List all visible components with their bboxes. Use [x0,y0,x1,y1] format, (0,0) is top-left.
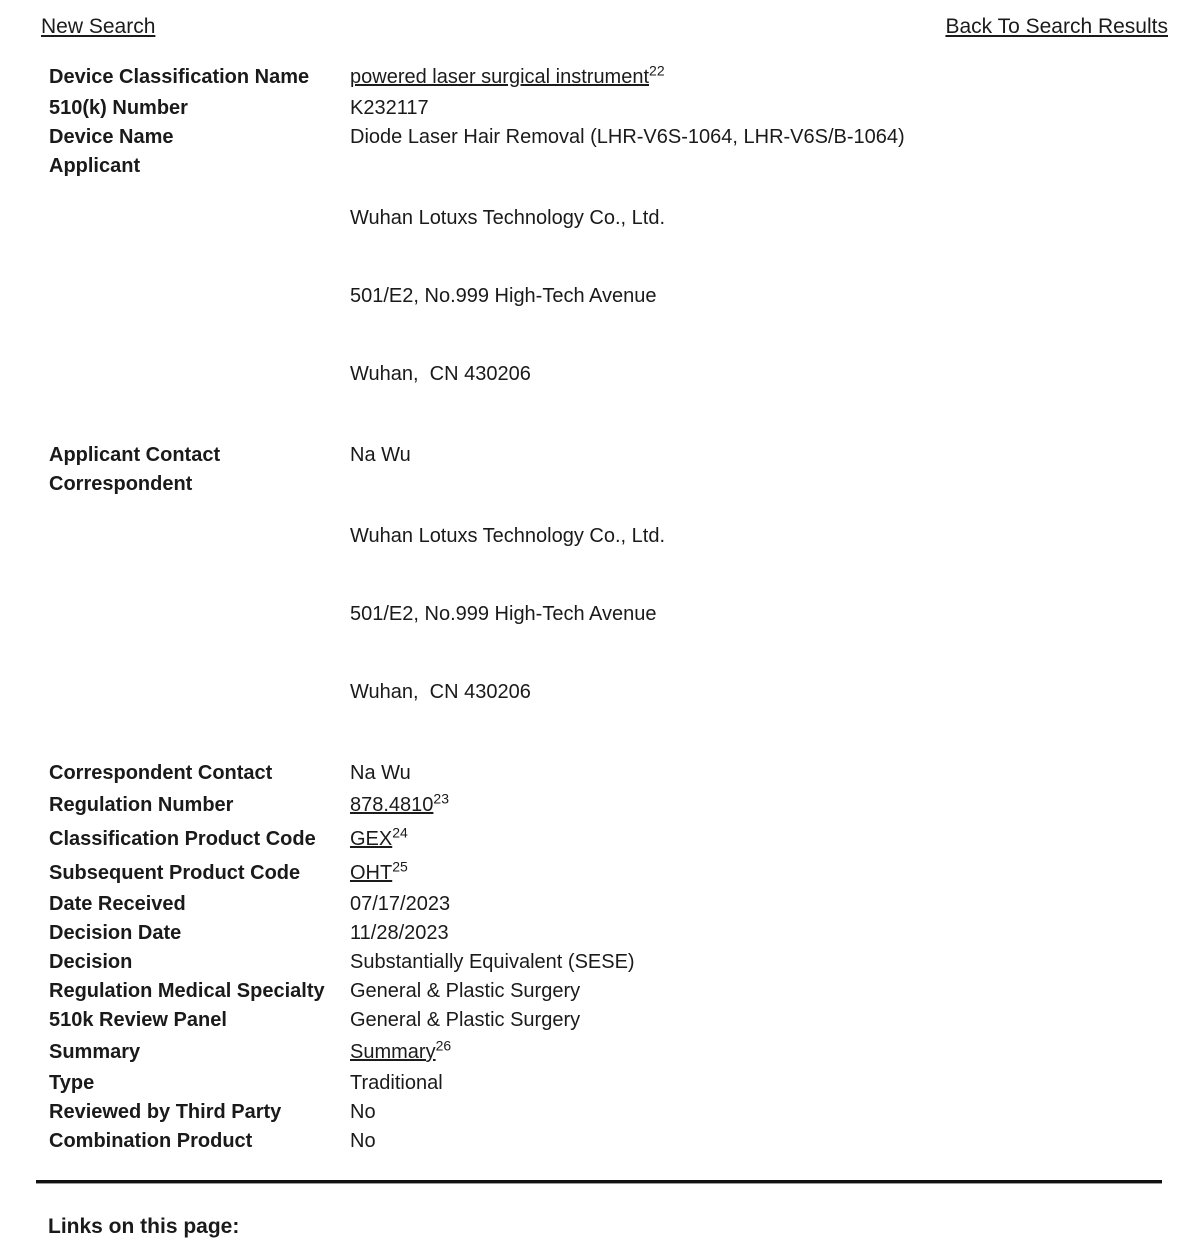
device-classification-link[interactable]: powered laser surgical instrument [350,66,650,88]
field-label: Regulation Number [49,794,234,816]
row-subsequent-product-code [49,857,905,891]
row-type [49,1070,905,1099]
field-value: General & Plastic Surgery [350,980,581,1002]
footnote-ref: 26 [435,1037,452,1054]
row-reviewed-by-third-party [49,1099,905,1128]
field-label: Device Classification Name [49,66,310,88]
row-summary [49,1036,905,1070]
field-label: Decision [49,951,133,973]
field-value [350,1036,905,1070]
field-label: Combination Product [49,1130,253,1152]
classification-product-code-link[interactable]: GEX [350,828,393,850]
applicant-city-line: Wuhan, CN 430206 [350,363,531,385]
row-decision [49,949,905,978]
field-label: Applicant [49,155,141,177]
row-correspondent-contact [49,760,905,789]
field-label: Device Name [49,126,174,148]
field-value [350,61,905,95]
links-on-page-heading: Links on this page: [48,1215,240,1238]
field-label: Subsequent Product Code [49,862,301,884]
summary-link[interactable]: Summary [350,1041,436,1063]
row-decision-date [49,920,905,949]
row-date-received [49,891,905,920]
field-value [350,823,905,857]
field-value: 07/17/2023 [350,893,451,915]
field-value: Na Wu [350,444,411,466]
row-regulation-number [49,789,905,823]
field-label: 510k Review Panel [49,1009,227,1031]
field-value: Na Wu [350,762,411,784]
field-value [350,789,905,823]
field-label: 510(k) Number [49,97,188,119]
field-label: Type [49,1072,95,1094]
footnote-ref: 23 [433,790,449,807]
new-search-link[interactable]: New Search [41,15,156,38]
top-navigation [0,0,1200,40]
applicant-name: Wuhan Lotuxs Technology Co., Ltd. [350,207,666,229]
row-applicant [49,153,905,442]
field-label: Summary [49,1041,141,1063]
row-combination-product [49,1128,905,1157]
field-value: No [350,1101,376,1123]
subsequent-product-code-link[interactable]: OHT [350,862,393,884]
row-applicant-contact [49,442,905,471]
field-label: Applicant Contact [49,444,221,466]
field-value: 11/28/2023 [350,922,449,944]
row-device-classification-name [49,61,905,95]
field-label: Reviewed by Third Party [49,1101,282,1123]
field-value: Substantially Equivalent (SESE) [350,951,635,973]
field-value: Diode Laser Hair Removal (LHR-V6S-1064, LHR-V6S/B-1064) [350,126,905,148]
field-label: Regulation Medical Specialty [49,980,325,1002]
field-value [350,153,905,442]
row-device-name [49,124,905,153]
field-value: General & Plastic Surgery [350,1009,581,1031]
correspondent-name: Wuhan Lotuxs Technology Co., Ltd. [350,525,666,547]
field-label: Decision Date [49,922,182,944]
field-value [350,857,905,891]
field-label: Date Received [49,893,186,915]
regulation-number-link[interactable]: 878.4810 [350,794,434,816]
correspondent-address-line: 501/E2, No.999 High-Tech Avenue [350,603,657,625]
row-510k-review-panel [49,1007,905,1036]
field-label: Correspondent [49,473,193,495]
row-regulation-medical-specialty [49,978,905,1007]
device-record-table [49,61,905,1157]
field-label: Classification Product Code [49,828,316,850]
footnote-ref: 25 [392,858,408,875]
correspondent-city-line: Wuhan, CN 430206 [350,681,531,703]
row-classification-product-code [49,823,905,857]
row-510k-number [49,95,905,124]
field-label: Correspondent Contact [49,762,273,784]
row-correspondent [49,471,905,760]
footnote-ref: 22 [649,62,665,79]
field-value: No [350,1130,376,1152]
back-to-search-results-link[interactable]: Back To Search Results [945,15,1168,38]
applicant-address-line: 501/E2, No.999 High-Tech Avenue [350,285,657,307]
field-value: K232117 [350,97,429,119]
separator-rule [36,1180,1162,1184]
field-value [350,471,905,760]
footnote-ref: 24 [392,824,408,841]
field-value: Traditional [350,1072,443,1094]
